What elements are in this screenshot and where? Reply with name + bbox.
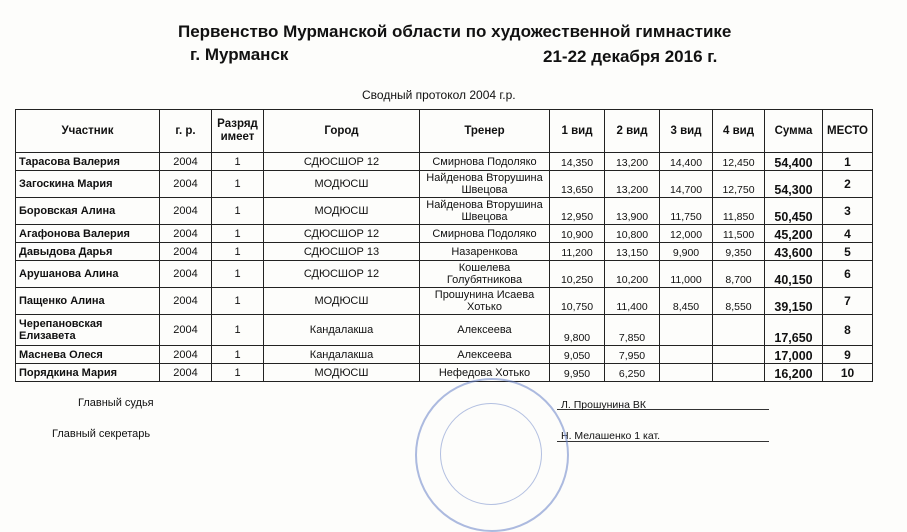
sport-rank: 1 [212, 364, 264, 382]
club-city: МОДЮСШ [264, 198, 420, 225]
apparatus-1-score: 13,650 [550, 171, 605, 198]
apparatus-3-score: 11,000 [660, 261, 713, 288]
table-row [16, 364, 873, 382]
club-city: МОДЮСШ [264, 288, 420, 315]
final-place: 9 [823, 346, 873, 364]
sport-rank: 1 [212, 225, 264, 243]
coach-names: Алексеева [420, 315, 550, 346]
apparatus-3-score [660, 346, 713, 364]
col-header-place: МЕСТО [823, 110, 873, 153]
final-place: 6 [823, 261, 873, 288]
col-header-sum: Сумма [765, 110, 823, 153]
total-score: 40,150 [765, 261, 823, 288]
birth-year: 2004 [160, 198, 212, 225]
apparatus-4-score [713, 364, 765, 382]
total-score: 45,200 [765, 225, 823, 243]
club-city: СДЮСШОР 12 [264, 261, 420, 288]
total-score: 16,200 [765, 364, 823, 382]
final-place: 3 [823, 198, 873, 225]
apparatus-1-score: 10,250 [550, 261, 605, 288]
coach-names: Смирнова Подоляко [420, 225, 550, 243]
table-row [16, 288, 873, 315]
total-score: 54,300 [765, 171, 823, 198]
final-place: 7 [823, 288, 873, 315]
apparatus-2-score: 11,400 [605, 288, 660, 315]
sport-rank: 1 [212, 243, 264, 261]
apparatus-3-score: 14,400 [660, 153, 713, 171]
birth-year: 2004 [160, 346, 212, 364]
col-header-city: Город [264, 110, 420, 153]
sport-rank: 1 [212, 171, 264, 198]
coach-names: Найденова Вторушина Швецова [420, 198, 550, 225]
apparatus-4-score: 12,450 [713, 153, 765, 171]
document-title: Первенство Мурманской области по художественной гимнастике [178, 22, 732, 41]
total-score: 17,650 [765, 315, 823, 346]
participant-name: Порядкина Мария [16, 364, 160, 382]
club-city: МОДЮСШ [264, 364, 420, 382]
apparatus-4-score: 11,500 [713, 225, 765, 243]
final-place: 8 [823, 315, 873, 346]
sport-rank: 1 [212, 288, 264, 315]
apparatus-4-score: 12,750 [713, 171, 765, 198]
chief-judge-label: Главный судья [78, 397, 154, 409]
results-table [15, 109, 873, 382]
coach-names: Нефедова Хотько [420, 364, 550, 382]
table-row [16, 346, 873, 364]
table-row [16, 171, 873, 198]
club-city: СДЮСШОР 12 [264, 225, 420, 243]
apparatus-3-score: 8,450 [660, 288, 713, 315]
coach-names: Кошелева Голубятникова [420, 261, 550, 288]
apparatus-2-score: 10,800 [605, 225, 660, 243]
club-city: СДЮСШОР 13 [264, 243, 420, 261]
apparatus-2-score: 7,950 [605, 346, 660, 364]
participant-name: Тарасова Валерия [16, 153, 160, 171]
apparatus-2-score: 13,200 [605, 171, 660, 198]
chief-secretary-label: Главный секретарь [52, 428, 151, 440]
col-header-participant: Участник [16, 110, 160, 153]
apparatus-4-score: 9,350 [713, 243, 765, 261]
apparatus-3-score: 12,000 [660, 225, 713, 243]
apparatus-3-score [660, 315, 713, 346]
table-header-row [16, 110, 873, 153]
apparatus-4-score: 11,850 [713, 198, 765, 225]
final-place: 1 [823, 153, 873, 171]
sport-rank: 1 [212, 153, 264, 171]
table-row [16, 225, 873, 243]
col-header-app4: 4 вид [713, 110, 765, 153]
apparatus-2-score: 10,200 [605, 261, 660, 288]
apparatus-4-score [713, 346, 765, 364]
total-score: 50,450 [765, 198, 823, 225]
apparatus-1-score: 9,950 [550, 364, 605, 382]
birth-year: 2004 [160, 261, 212, 288]
club-city: СДЮСШОР 12 [264, 153, 420, 171]
final-place: 2 [823, 171, 873, 198]
col-header-rank: Разряд имеет [212, 110, 264, 153]
participant-name: Давыдова Дарья [16, 243, 160, 261]
apparatus-4-score: 8,550 [713, 288, 765, 315]
table-row [16, 153, 873, 171]
participant-name: Пащенко Алина [16, 288, 160, 315]
apparatus-4-score [713, 315, 765, 346]
birth-year: 2004 [160, 243, 212, 261]
sport-rank: 1 [212, 346, 264, 364]
participant-name: Загоскина Мария [16, 171, 160, 198]
birth-year: 2004 [160, 225, 212, 243]
apparatus-2-score: 13,150 [605, 243, 660, 261]
club-city: МОДЮСШ [264, 171, 420, 198]
final-place: 10 [823, 364, 873, 382]
sport-rank: 1 [212, 198, 264, 225]
participant-name: Маснева Олеся [16, 346, 160, 364]
apparatus-3-score [660, 364, 713, 382]
table-row [16, 243, 873, 261]
final-place: 5 [823, 243, 873, 261]
coach-names: Назаренкова [420, 243, 550, 261]
final-place: 4 [823, 225, 873, 243]
apparatus-1-score: 10,750 [550, 288, 605, 315]
participant-name: Арушанова Алина [16, 261, 160, 288]
apparatus-4-score: 8,700 [713, 261, 765, 288]
total-score: 54,400 [765, 153, 823, 171]
coach-names: Алексеева [420, 346, 550, 364]
table-row [16, 315, 873, 346]
apparatus-3-score: 11,750 [660, 198, 713, 225]
col-header-app2: 2 вид [605, 110, 660, 153]
coach-names: Смирнова Подоляко [420, 153, 550, 171]
sport-rank: 1 [212, 315, 264, 346]
table-row [16, 198, 873, 225]
table-row [16, 261, 873, 288]
col-header-year: г. р. [160, 110, 212, 153]
official-stamp-inner-ring [440, 403, 542, 505]
apparatus-1-score: 11,200 [550, 243, 605, 261]
apparatus-3-score: 9,900 [660, 243, 713, 261]
document-city: г. Мурманск [190, 45, 289, 64]
club-city: Кандалакша [264, 346, 420, 364]
apparatus-1-score: 10,900 [550, 225, 605, 243]
sport-rank: 1 [212, 261, 264, 288]
document-dates: 21-22 декабря 2016 г. [543, 47, 718, 66]
apparatus-1-score: 9,050 [550, 346, 605, 364]
birth-year: 2004 [160, 315, 212, 346]
col-header-coach: Тренер [420, 110, 550, 153]
participant-name: Агафонова Валерия [16, 225, 160, 243]
birth-year: 2004 [160, 288, 212, 315]
chief-judge-name: Л. Прошунина ВК [561, 399, 646, 411]
apparatus-3-score: 14,700 [660, 171, 713, 198]
apparatus-2-score: 13,900 [605, 198, 660, 225]
total-score: 39,150 [765, 288, 823, 315]
chief-secretary-name: Н. Мелашенко 1 кат. [561, 430, 661, 442]
apparatus-1-score: 12,950 [550, 198, 605, 225]
total-score: 17,000 [765, 346, 823, 364]
club-city: Кандалакша [264, 315, 420, 346]
birth-year: 2004 [160, 171, 212, 198]
apparatus-2-score: 6,250 [605, 364, 660, 382]
total-score: 43,600 [765, 243, 823, 261]
apparatus-2-score: 13,200 [605, 153, 660, 171]
birth-year: 2004 [160, 153, 212, 171]
col-header-app1: 1 вид [550, 110, 605, 153]
birth-year: 2004 [160, 364, 212, 382]
col-header-app3: 3 вид [660, 110, 713, 153]
apparatus-1-score: 14,350 [550, 153, 605, 171]
participant-name: Черепановская Елизавета [16, 315, 160, 346]
participant-name: Боровская Алина [16, 198, 160, 225]
apparatus-1-score: 9,800 [550, 315, 605, 346]
coach-names: Прошунина Исаева Хотько [420, 288, 550, 315]
document-subtitle: Сводный протокол 2004 г.р. [362, 88, 516, 102]
coach-names: Найденова Вторушина Швецова [420, 171, 550, 198]
apparatus-2-score: 7,850 [605, 315, 660, 346]
